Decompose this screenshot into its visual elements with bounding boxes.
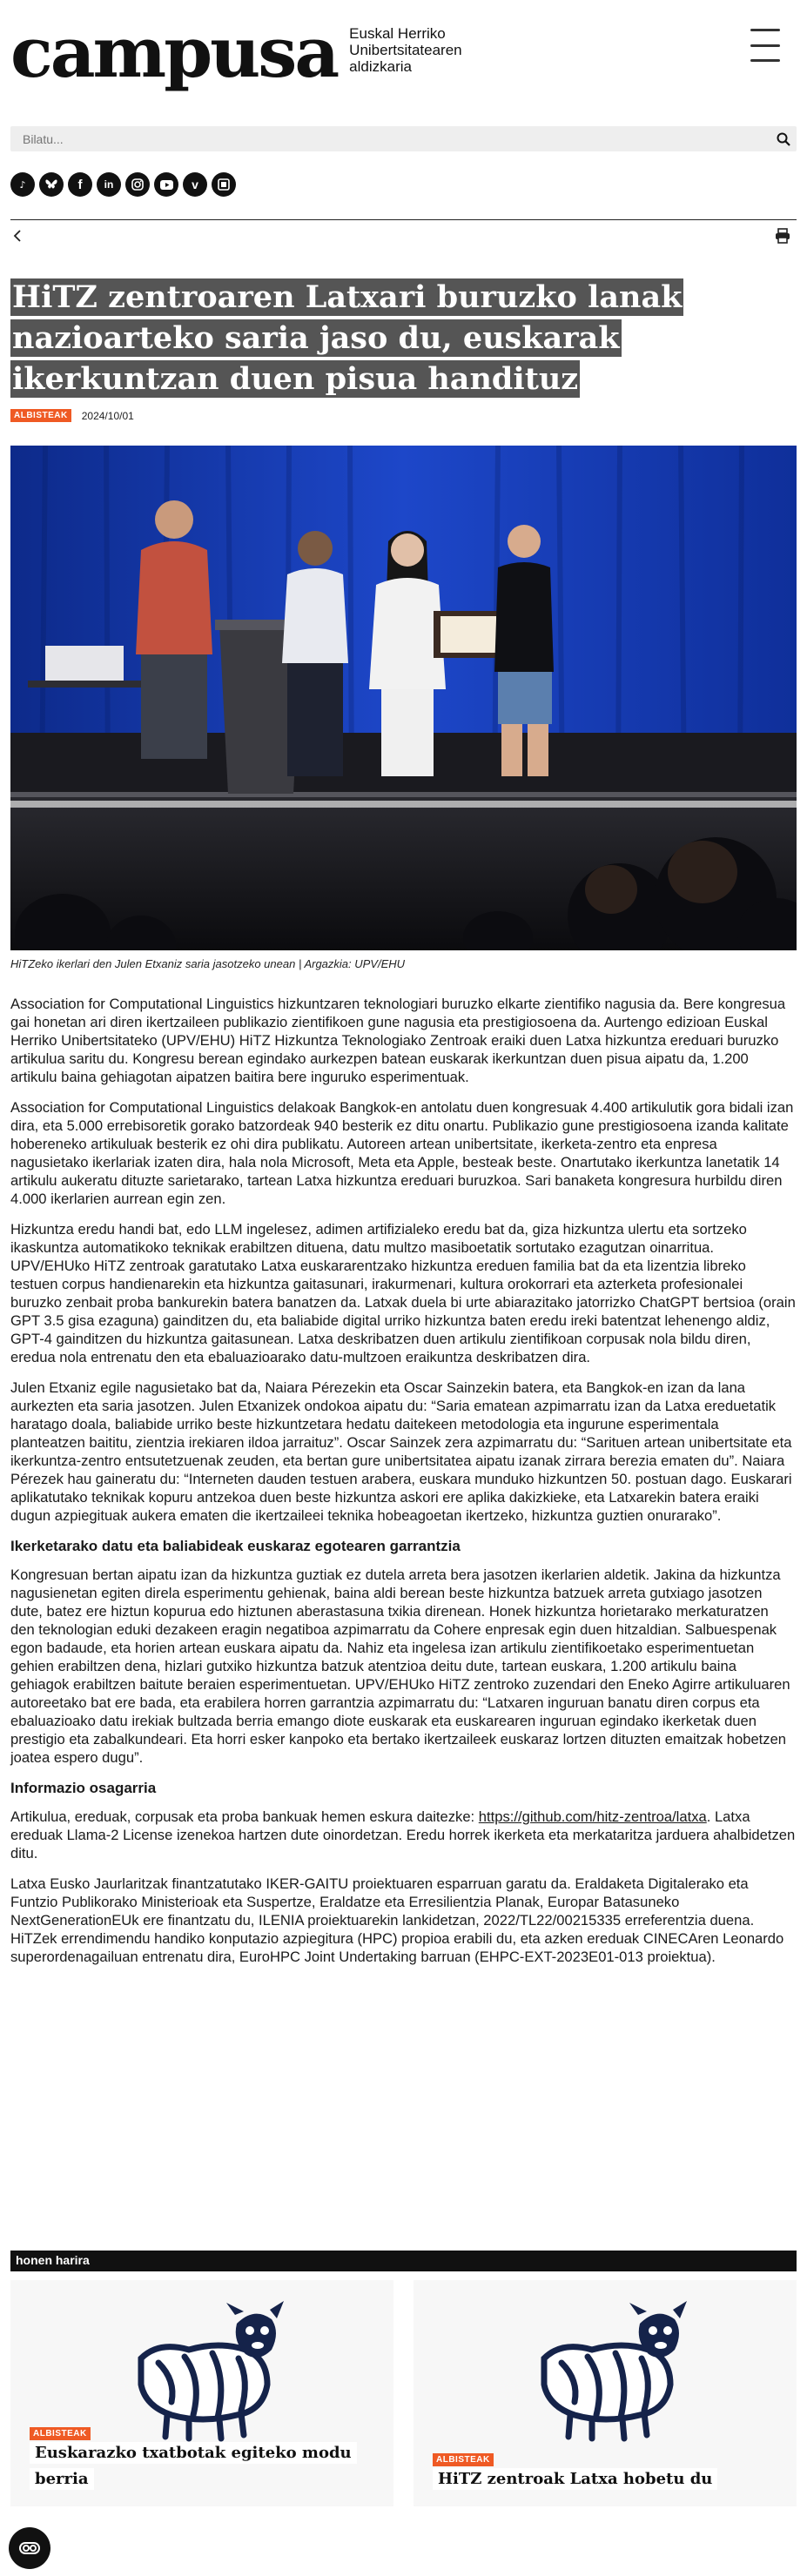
category-badge[interactable]: ALBISTEAK <box>10 409 71 422</box>
instagram-icon[interactable] <box>125 172 150 197</box>
hero-photo <box>10 446 797 950</box>
article-header <box>10 277 798 399</box>
related-heading: honen harira <box>10 2251 797 2271</box>
photo-caption: HiTZeko ikerlari den Julen Etxaniz saria jasotzeko unean | Argazkia: UPV/EHU <box>10 957 406 970</box>
card-category-badge[interactable]: ALBISTEAK <box>30 2427 91 2440</box>
article-paragraph: Latxa Eusko Jaurlaritzak finantzatutako IKER-GAITU proiektuaren esparruan garatu da. Eraldaketa Digitalerako eta Funtzio Publikorako Ministerioak eta Suspertze, Eraldatze eta Erresilientzia Planak, Europar Batasuneko NextGenerationEUk ere finantzatu du, ILENIA proiektuarekin lankidetzan, 2022/TL22/00215335 erreferentzia duena. HiTZek errendimendu handiko konputazio azpiegitura (HPC) propioa erabili du, eta azken ereduak CINECAren Leonardo superordenagailuan entrenatu dira, EuroHPC Joint Undertaking barruan (EHPC-EXT-2023E01-013 proiektua). <box>10 1875 784 1965</box>
bluesky-icon[interactable] <box>39 172 64 197</box>
article-title: HiTZ zentroaren Latxari buruzko lanak nazioarteko saria jaso du, euskarak ikerkuntzan duen pisua handituz <box>12 279 683 397</box>
site-logo[interactable] <box>10 11 462 93</box>
social-links <box>10 172 236 197</box>
print-icon[interactable] <box>774 227 791 245</box>
github-link[interactable]: https://github.com/hitz-zentroa/latxa <box>478 1808 707 1825</box>
linkedin-icon[interactable]: in <box>97 172 121 197</box>
card-title[interactable]: Euskarazko txatbotak egiteko modu berria <box>30 2440 393 2492</box>
cookie-settings-icon[interactable] <box>9 2527 50 2569</box>
article-paragraph: Kongresuan bertan aipatu izan da hizkuntza guztiak ez dutela arreta bera jasotzen ikerlarien aldetik. Jakina da hizkuntza nagusienetan egiten direla esperimentu gehienak, baina aldi berean beste hizkuntza batzuek arreta gutxiago jasotzen dute, batez ere hiztun kopurua edo hiztunen aberastasuna txikia direnean. Honek hizkuntza horietarako merkaturatzen den teknologian eduki dezakeen eragin negatiboa azpimarratu da Cohere enpresak egin duen hitzaldian. Salbuespenak egon badaude, eta horien artean euskara aipatu da. Nahiz eta ingelesa izan artikulu zientifikoetako esperimentuetan gehien erabiltzen dena, hizlari gutxiko hizkuntza batzuk atentzioa deitu dute, tartean euskara, 1.200 artikulu baina gehiagok erabiltzen baitute beraien esperimentuetan. UPV/EHUko HiTZ zentroko zuzendari den Eneko Agirre artikuluaren autoreetako bat ere bada, eta erabilera horren garrantzia azpimarratu du: “Latxaren inguruan banatu diren corpus eta ebaluazioako datu irekiak bultzada berria emango diote euskarak eta euskarearen inguruan egindako ikerketak duen prestigio eta zabalkundeari. Eta horri esker kanpoko eta bertako ikertzaileek euskaraz lortzen dituzten emaitzak hobetzen joatea espero dugu”. <box>10 1566 790 1766</box>
vimeo-icon[interactable]: v <box>183 172 207 197</box>
search-input[interactable] <box>10 132 770 146</box>
article-paragraph: Artikulua, ereduak, corpusak eta proba bankuak hemen eskura daitezke: https://github.com/hitz-zentroa/latxa. Latxa ereduak Llama-2 License izenekoa hartzen dute oinordetzan. Eredu horrek ikerketa eta merkataritza jarduera ahalbidetzen ditu. <box>10 1808 796 1862</box>
latxa-sheep-illustration <box>106 2298 298 2445</box>
latxa-sheep-illustration <box>509 2298 701 2445</box>
card-info <box>30 2425 393 2492</box>
card-info <box>433 2451 717 2492</box>
logo-wordmark: campusa <box>10 11 338 93</box>
header-divider <box>10 219 797 220</box>
card-title[interactable]: HiTZ zentroak Latxa hobetu du <box>433 2466 717 2492</box>
related-card[interactable] <box>414 2280 797 2506</box>
facebook-icon[interactable]: f <box>68 172 92 197</box>
tiktok-icon[interactable]: ♪ <box>10 172 35 197</box>
related-card[interactable] <box>10 2280 393 2506</box>
logo-tagline: Euskal Herriko Unibertsitatearen aldizkaria <box>349 25 462 75</box>
publish-date: 2024/10/01 <box>81 409 134 422</box>
back-arrow-icon[interactable] <box>10 226 28 245</box>
section-heading: Ikerketarako datu eta baliabideak euskaraz egotearen garrantzia <box>10 1538 461 1554</box>
search-icon[interactable] <box>770 126 797 151</box>
article-paragraph: Association for Computational Linguistics hizkuntzaren teknologiari buruzko elkarte zientifiko nagusia da. Bere kongresua gai honetan ari diren ikertzaileen publikazio zientifikoen gune nagusia eta prestigiosoena da. Aurtengo edizioan Euskal Herriko Unibertsitateko (UPV/EHU) HiTZ Hizkuntza Teknologiako Zentroak eraiki duen Latxa hizkuntza ereduari buruzko artikulua saritu du. Kongresu berean egindako aurkezpen batean euskarak ikerkuntzan duen pisua aipatu da, 1.200 artikulu baina gehiagotan aipatzen baitira bere inguruko esperimentuak. <box>10 996 786 1085</box>
flickr-icon[interactable] <box>212 172 236 197</box>
article-meta <box>10 409 134 422</box>
site-header <box>0 0 807 122</box>
youtube-icon[interactable] <box>154 172 178 197</box>
article-paragraph: Hizkuntza eredu handi bat, edo LLM ingelesez, adimen artifizialeko eredu bat da, giza hizkuntza ulertu eta sortzeko ikaskuntza automatikoko teknikak erabiltzen dituena, datu multzo masiboetatik sortutako ezagutzan oinarritua. UPV/EHUko HiTZ zentroak garatutako Latxa euskararentzako hizkuntza ereduen familia bat da eta lizentzia libreko testuen corpus handienarekin eta hizkuntza gaitasunari, irakurmenari, kultura orokorrari eta azterketa profesionalei buruzko zenbait proba bankurekin batera banatzen da. Latxak duela bi urte abiarazitako jatorrizko ChatGPT bertsioa (orain GPT 3.5 gisa ezaguna) gainditzen du, eta baliabide digital urriko hizkuntza baten eredu ireki batentzat lehenengo aldiz, GPT-4 gainditzen du hizkuntza gaitasunean. Latxa deskribatzen duen artikulu zientifikoan corpusak nola bildu diren, eredua nola entrenatu den eta ebaluazioarako datu-multzoen eraikuntza deskribatzen dira. <box>10 1221 796 1365</box>
section-heading: Informazio osagarria <box>10 1780 157 1796</box>
search-bar <box>10 126 797 151</box>
article-paragraph: Association for Computational Linguistics delakoak Bangkok-en antolatu duen kongresuak 4.400 artikulutik gora bidali izan dira, eta 5.000 errebisoretik gorako batzordeak 940 besterik ez ditu onartu. Publikazio gune prestigiosoena izanda kalitate hobereneko artikuluak besterik ez ohi dira publikatu. Autoreen artean unibertsitate, ikerketa-zentro eta enpresa nagusietako ikerlariak izaten dira, hala nola Microsoft, Meta eta Apple, besteak beste. Onartutako ikerkuntza lanetatik 14 artikulu aukeratu dituzte sarietarako, tartean Latxa hizkuntza ereduari buruzkoa. Sari banaketa kongresura hurbildu diren 4.000 ikerlarien aurrean egin zen. <box>10 1099 794 1207</box>
card-category-badge[interactable]: ALBISTEAK <box>433 2453 494 2466</box>
menu-icon[interactable] <box>750 29 780 62</box>
article-paragraph: Julen Etxaniz egile nagusietako bat da, Naiara Pérezekin eta Oscar Sainzekin batera, eta Bangkok-en izan da lana aurkezten eta saria jasotzen. Julen Etxanizek ondokoa aipatu du: “Saria ematean azpimarratu izan da Latxa ereduetatik haratago doala, baliabide urriko beste hizkuntzetara hedatu daitekeen metodologia eta ingurune esperimentala planteatzen baititu, zientzia irekiaren ildoa jarraituz”. Oscar Sainzek zera azpimarratu du: “Sarituen artean unibertsitate eta ikerkuntza-zentro entsutetzuenak zeuden, eta bertan gure unibertsitatea aipatu izanak zirrara berezia ematen du”. Naiara Pérezek hau gaineratu du: “Interneten dauden testuen arabera, euskara munduko hizkuntzen 50. postuan dago. Euskarari aplikatutako teknikak kopuru antzekoa duen beste hizkuntza askori ere aplika dakizkieke, eta Latxarekin batera eraiki dugun azpiegituak aukera ematen die ikertzaileei teknika hobeagoetan ikertzeko, hizkuntza guztien onurarako”. <box>10 1379 792 1524</box>
article-body <box>10 995 797 1978</box>
